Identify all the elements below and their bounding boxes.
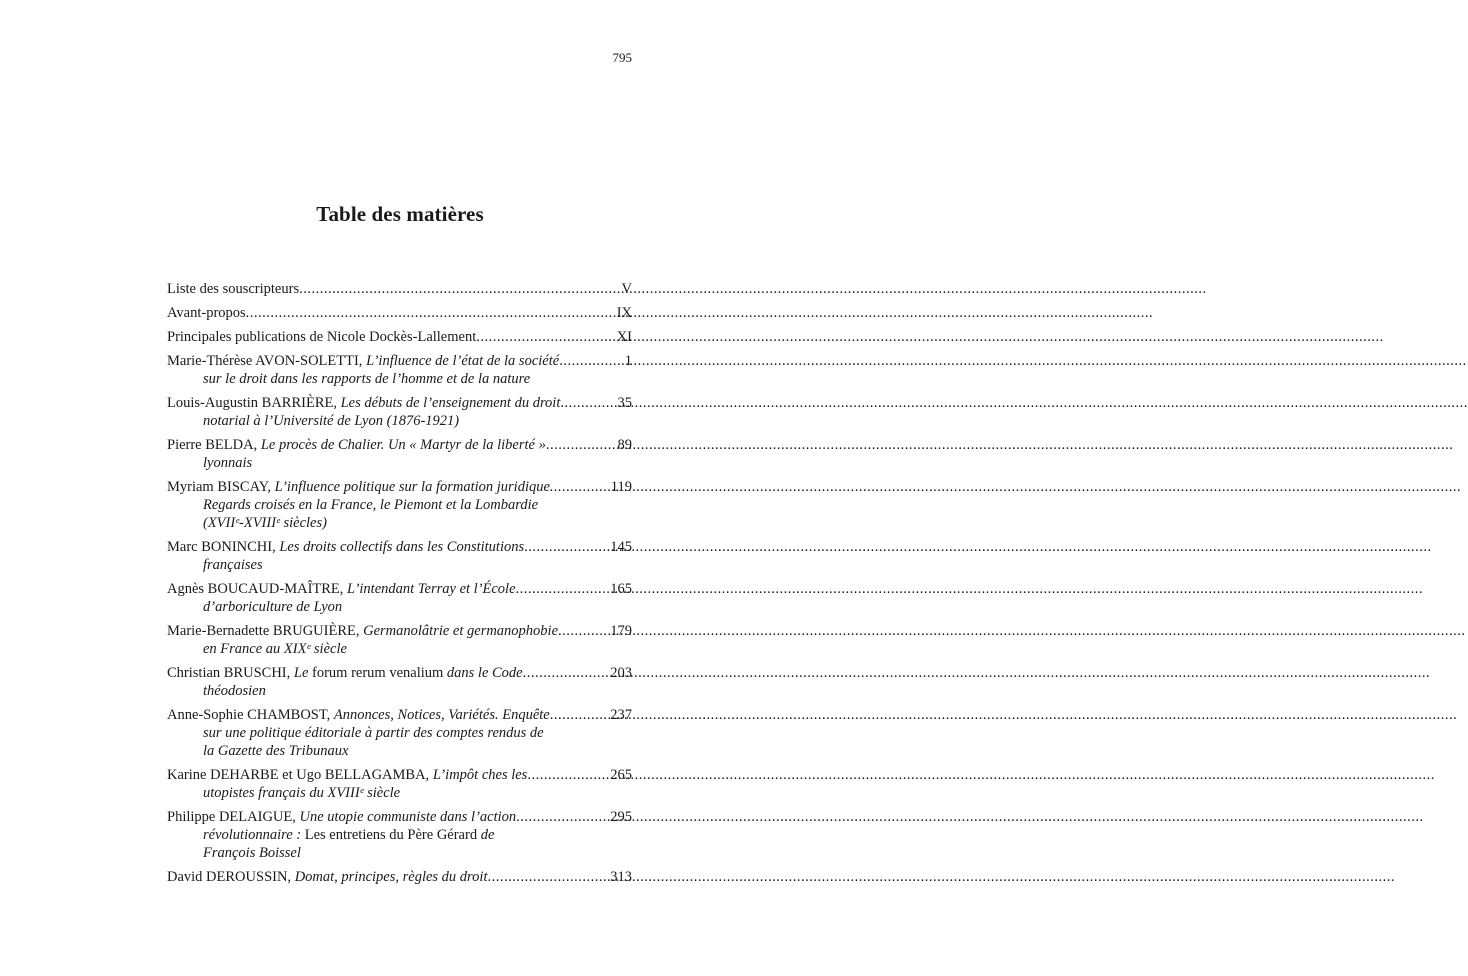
entry-author: Marc BONINCHI,	[167, 539, 276, 555]
entry-title-continued: en France au XIXᵉ siècle	[203, 641, 347, 657]
toc-entry	[167, 808, 632, 862]
entry-author: Pierre BELDA,	[167, 437, 258, 453]
entry-title-continued: (XVIIᵉ-XVIIIᵉ siècles)	[203, 515, 327, 531]
dot-leader	[527, 766, 610, 784]
entry-title-continued: notarial à l’Université de Lyon (1876-1921)	[203, 413, 460, 429]
entry-page: 145	[610, 539, 632, 555]
entry-title-continued: françaises	[203, 557, 263, 573]
entry-author: David DEROUSSIN,	[167, 869, 292, 885]
entry-title-continued: utopistes français du XVIIIᵉ siècle	[203, 785, 401, 801]
entry-title-part: dans le Code	[446, 665, 523, 681]
dot-leader	[299, 280, 621, 298]
dot-leader	[524, 538, 610, 556]
entry-title-part: forum rerum venalium	[312, 665, 444, 681]
entry-title: Les débuts de l’enseignement du droit	[340, 395, 561, 411]
entry-author: Myriam BISCAY,	[167, 479, 271, 495]
toc-entry	[167, 622, 632, 658]
entry-page: IX	[616, 305, 632, 321]
entry-title-continued: sur le droit dans les rapports de l’homme et de la nature	[203, 371, 531, 387]
toc-entry	[167, 328, 632, 346]
entry-page: 179	[610, 623, 632, 639]
entry-title: Annonces, Notices, Variétés. Enquête	[333, 707, 550, 723]
toc-entry	[167, 538, 632, 574]
entry-title-part: Les entretiens du Père Gérard	[304, 827, 478, 843]
entry-title: L’intendant Terray et l’École	[347, 581, 516, 597]
entry-page: 165	[610, 581, 632, 597]
dot-leader	[554, 478, 611, 496]
entry-title-part: révolutionnaire :	[203, 827, 302, 843]
entry-page: 265	[610, 767, 632, 783]
toc-entry	[167, 868, 632, 886]
dot-leader	[487, 868, 610, 886]
entry-author: Karine DEHARBE et Ugo BELLAGAMBA,	[167, 767, 430, 783]
toc-entry	[167, 664, 632, 700]
entry-title-continued: lyonnais	[203, 455, 253, 471]
entry-title: Germanolâtrie et germanophobie	[363, 623, 559, 639]
entry-title-continued: Regards croisés en la France, le Piemont et la Lombardie	[203, 497, 539, 513]
entry-title-continued: la Gazette des Tribunaux	[203, 743, 349, 759]
toc-entry	[167, 304, 632, 322]
entry-page: 313	[610, 869, 632, 885]
toc-entry	[167, 352, 632, 388]
entry-author: Philippe DELAIGUE,	[167, 809, 296, 825]
entry-page: 1	[624, 353, 632, 369]
entry-title: Les droits collectifs dans les Constitutions	[279, 539, 525, 555]
entry-author: Agnès BOUCAUD-MAÎTRE,	[167, 581, 344, 597]
dot-leader	[558, 622, 610, 640]
toc-entry	[167, 706, 632, 760]
entry-title: L’influence politique sur la formation juridique.	[274, 479, 554, 495]
entry-title-continued: théodosien	[203, 683, 266, 699]
entry-author: Anne-Sophie CHAMBOST,	[167, 707, 331, 723]
toc-entry	[167, 580, 632, 616]
entry-page: 119	[610, 479, 632, 495]
page-number: 795	[612, 50, 632, 65]
entry-page: 295	[610, 809, 632, 825]
entry-author: Christian BRUSCHI,	[167, 665, 291, 681]
dot-leader	[516, 580, 611, 598]
entry-title: L’influence de l’état de la société	[366, 353, 560, 369]
entry-title: Le procès de Chalier. Un « Martyr de la liberté »	[260, 437, 546, 453]
entry-title-continued: sur une politique éditoriale à partir des comptes rendus de	[203, 725, 544, 741]
toc-entry	[167, 478, 632, 532]
toc-entry	[167, 436, 632, 472]
entry-page: 89	[617, 437, 632, 453]
dot-leader	[546, 436, 618, 454]
entry-title: Avant-propos	[167, 305, 246, 321]
entry-author: Marie-Thérèse AVON-SOLETTI,	[167, 353, 363, 369]
dot-leader	[550, 706, 611, 724]
entry-title-continued: d’arboriculture de Lyon	[203, 599, 343, 615]
entry-title-part: de	[480, 827, 495, 843]
entry-title-continued	[167, 826, 632, 844]
dot-leader	[523, 664, 611, 682]
dot-leader	[246, 304, 617, 322]
entry-title: Une utopie communiste dans l’action	[299, 809, 517, 825]
entry-author: Marie-Bernadette BRUGUIÈRE,	[167, 623, 360, 639]
entry-page: 237	[610, 707, 632, 723]
page-title: Table des matières	[316, 202, 484, 226]
dot-leader	[559, 352, 625, 370]
entry-title: Principales publications de Nicole Dockès-Lallement	[167, 329, 477, 345]
entry-page: XI	[616, 329, 632, 345]
entry-title-part: Le	[293, 665, 309, 681]
entry-page: 203	[610, 665, 632, 681]
dot-leader	[560, 394, 617, 412]
entry-title: Domat, principes, règles du droit	[294, 869, 488, 885]
dot-leader	[476, 328, 616, 346]
entry-page: V	[621, 281, 632, 297]
dot-leader	[516, 808, 610, 826]
entry-title: Liste des souscripteurs	[167, 281, 300, 297]
entry-title-continued: François Boissel	[203, 845, 301, 861]
toc-entry	[167, 280, 632, 298]
table-of-contents	[167, 280, 632, 892]
toc-entry	[167, 766, 632, 802]
toc-entry	[167, 394, 632, 430]
entry-title: L’impôt ches les	[432, 767, 528, 783]
entry-page: 35	[617, 395, 632, 411]
entry-author: Louis-Augustin BARRIÈRE,	[167, 395, 337, 411]
